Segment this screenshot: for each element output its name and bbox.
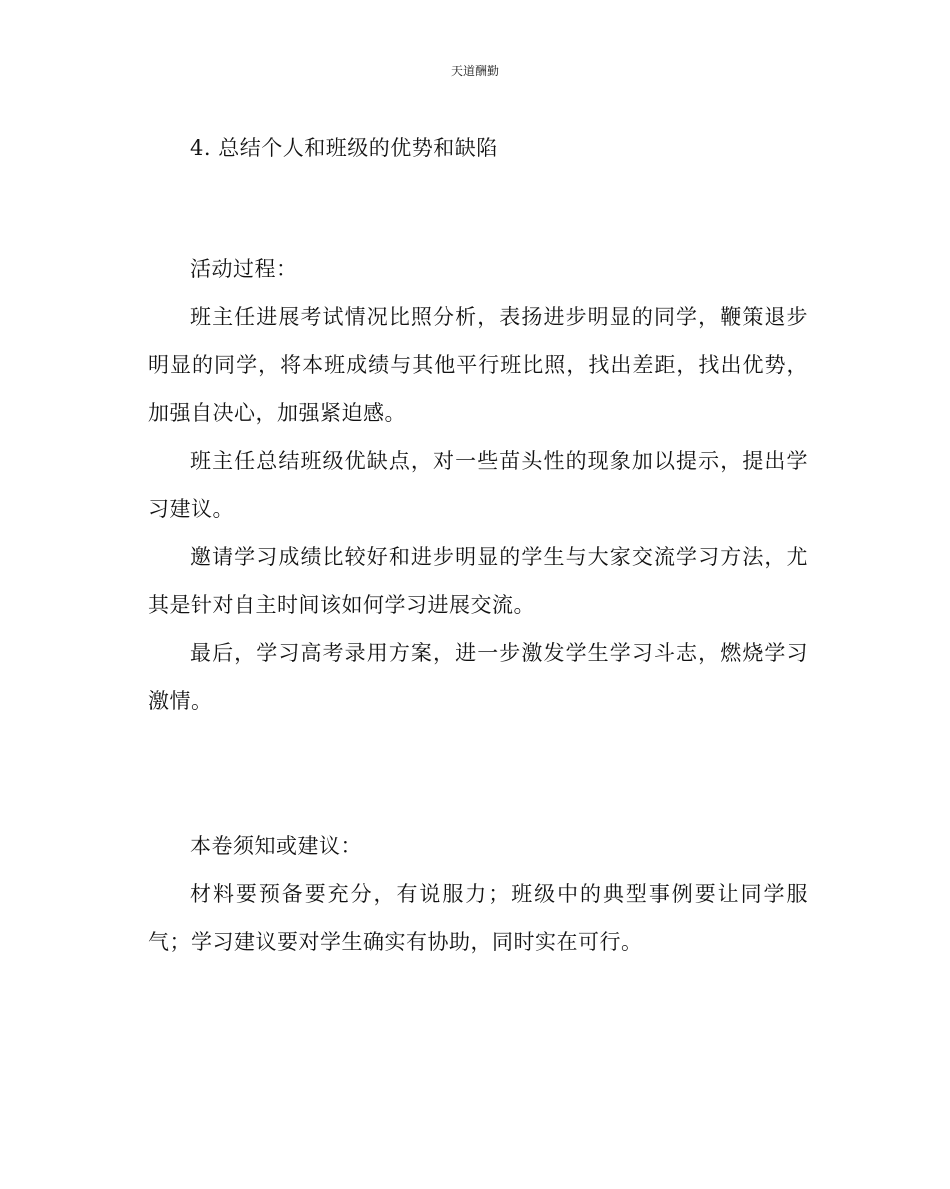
process-paragraph: 邀请学习成绩比较好和进步明显的学生与大家交流学习方法，尤其是针对自主时间该如何学习进展交流。	[148, 545, 808, 617]
process-paragraph: 班主任进展考试情况比照分析，表扬进步明显的同学，鞭策退步明显的同学，将本班成绩与其他平行班比照，找出差距，找出优势，加强自决心，加强紧迫感。	[148, 305, 808, 425]
notes-title: 本卷须知或建议：	[190, 834, 362, 858]
process-title: 活动过程：	[190, 257, 298, 281]
section-point-4	[148, 124, 808, 172]
section-notes	[148, 822, 808, 966]
page-header: 天道酬勤	[450, 64, 499, 78]
notes-paragraph: 材料要预备要充分，有说服力；班级中的典型事例要让同学服气；学习建议要对学生确实有协助，同时实在可行。	[148, 882, 808, 954]
process-paragraph: 班主任总结班级优缺点，对一些苗头性的现象加以提示，提出学习建议。	[148, 449, 808, 521]
section-activity-process	[148, 245, 808, 725]
process-paragraph: 最后，学习高考录用方案，进一步激发学生学习斗志，燃烧学习激情。	[148, 641, 808, 713]
point-4-text: 4. 总结个人和班级的优势和缺陷	[190, 136, 498, 160]
